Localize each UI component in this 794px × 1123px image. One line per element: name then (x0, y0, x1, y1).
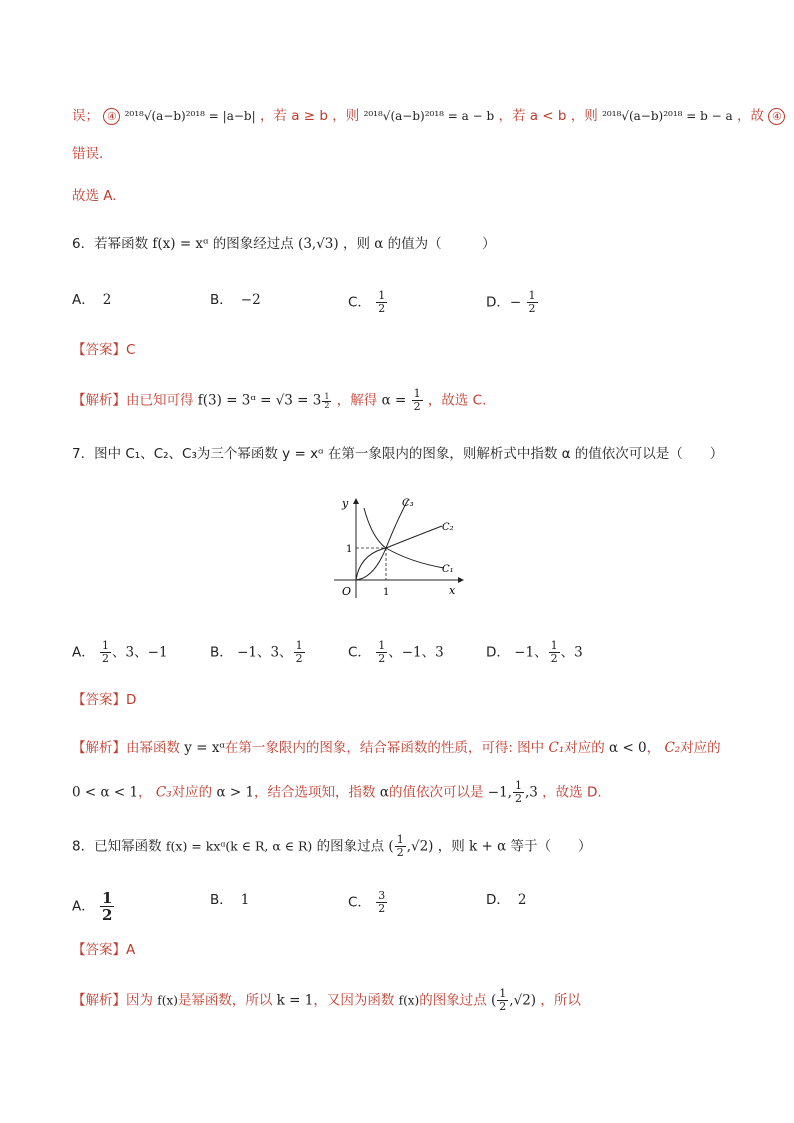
q7-option-c[interactable]: C． $\frac{1}{2}$ 、−1、3 (348, 639, 444, 665)
q6-analysis: 【解析】由已知可得 f(3) = 3ᵅ = √3 = 3 $\frac{1}{2}$ ，解得 α = $\frac{1}{2}$ ，故选 C. (72, 387, 487, 413)
q7-analysis-line2: 0 < α < 1， C₃对应的 α > 1，结合选项知，指数 α的值依次可以是 −1, $\frac{1}{2}$ ,3 ，故选 D. (72, 779, 602, 805)
q8-analysis: 【解析】因为 f(x)是幂函数，所以 k = 1，又因为函数 f(x)的图象过点 ( $\frac{1}{2}$ ,√2) ，所以 (72, 987, 581, 1013)
q8-option-a[interactable]: A． $\frac{1}{2}$ (72, 889, 113, 924)
q7-option-d[interactable]: D． −1、 $\frac{1}{2}$ 、3 (486, 639, 583, 665)
q8-stem: 8．已知幂函数 f(x) = kxᵅ(k ∈ R, α ∈ R) 的图象过点 ( $\frac{1}{2}$ ,√2) ，则 k + α 等于（ ） (72, 833, 592, 859)
fraction: $\frac{1}{2}$ (102, 889, 113, 924)
q6-option-c[interactable]: C． $\frac{1}{2}$ (348, 289, 386, 315)
q7-stem: 7．图中 C₁、C₂、C₃为三个幂函数 y = xᵅ 在第一象限内的图象，则解析式中指数 α 的值依次可以是（ ） (72, 446, 724, 462)
curve-c1 (364, 508, 444, 568)
y-tick-one: 1 (346, 544, 353, 555)
y-axis-label: y (342, 497, 349, 510)
origin-label: O (342, 585, 352, 598)
q6-option-a[interactable]: A． 2 (72, 292, 112, 308)
q8-option-b[interactable]: B． 1 (210, 892, 250, 908)
q8-option-d[interactable]: D． 2 (486, 892, 527, 908)
prev-line1: 误； ④ ²⁰¹⁸√(a−b)²⁰¹⁸ = |a−b| ，若 a ≥ b ，则 ²⁰¹⁸√(a−b)²⁰¹⁸ = a − b ，若 a < b ，则 ²⁰¹⁸√(a−b)²⁰¹⁸ = b − a ，故 ④ (72, 106, 785, 126)
curve-c3 (356, 500, 408, 580)
q6-stem: 6．若幂函数 f(x) = xᵅ 的图象经过点 (3,√3) ，则 α 的值为（ ） (72, 236, 496, 252)
x-axis-arrow-icon (458, 577, 464, 583)
q7-analysis-line1: 【解析】由幂函数 y = xᵅ在第一象限内的图象，结合幂函数的性质，可得: 图中 C₁对应的 α < 0， C₂对应的 (72, 740, 721, 756)
power-function-graph (320, 492, 470, 604)
x-tick-one: 1 (383, 587, 390, 598)
q7-option-b[interactable]: B． −1、3、 $\frac{1}{2}$ (210, 639, 303, 665)
fraction: $\frac{1}{2}$ (378, 639, 386, 665)
q7-answer: 【答案】D (72, 692, 137, 708)
q8-option-c[interactable]: C． $\frac{3}{2}$ (348, 889, 386, 915)
fraction: $\frac{1}{2}$ (413, 387, 421, 413)
prev-select: 故选 A. (72, 188, 117, 204)
x-axis-label: x (449, 584, 456, 597)
fraction: $\frac{1}{2}$ (499, 987, 507, 1013)
fraction: $\frac{1}{2}$ (102, 639, 110, 665)
fraction: $\frac{1}{2}$ (528, 289, 536, 315)
fraction: $\frac{1}{2}$ (396, 833, 404, 859)
fraction: $\frac{3}{2}$ (378, 889, 386, 915)
fraction: $\frac{1}{2}$ (378, 289, 386, 315)
fraction: $\frac{1}{2}$ (295, 639, 303, 665)
label-c2: C₂ (442, 522, 454, 533)
label-c3: C₃ (402, 498, 414, 509)
q6-option-d[interactable]: D．− $\frac{1}{2}$ (486, 289, 536, 315)
circle-four-icon: ④ (768, 108, 785, 125)
y-axis-arrow-icon (353, 498, 359, 504)
q6-option-b[interactable]: B． −2 (210, 292, 261, 308)
fraction: $\frac{1}{2}$ (550, 639, 558, 665)
q8-answer: 【答案】A (72, 942, 136, 958)
q7-option-a[interactable]: A． $\frac{1}{2}$ 、3、−1 (72, 639, 168, 665)
circle-four-icon: ④ (103, 108, 120, 125)
prev-line2: 错误． (72, 146, 113, 162)
q6-answer: 【答案】C (72, 342, 136, 358)
curve-c2 (356, 526, 442, 580)
label-c1: C₁ (442, 564, 454, 575)
fraction: $\frac{1}{2}$ (324, 392, 330, 410)
fraction: $\frac{1}{2}$ (514, 779, 522, 805)
